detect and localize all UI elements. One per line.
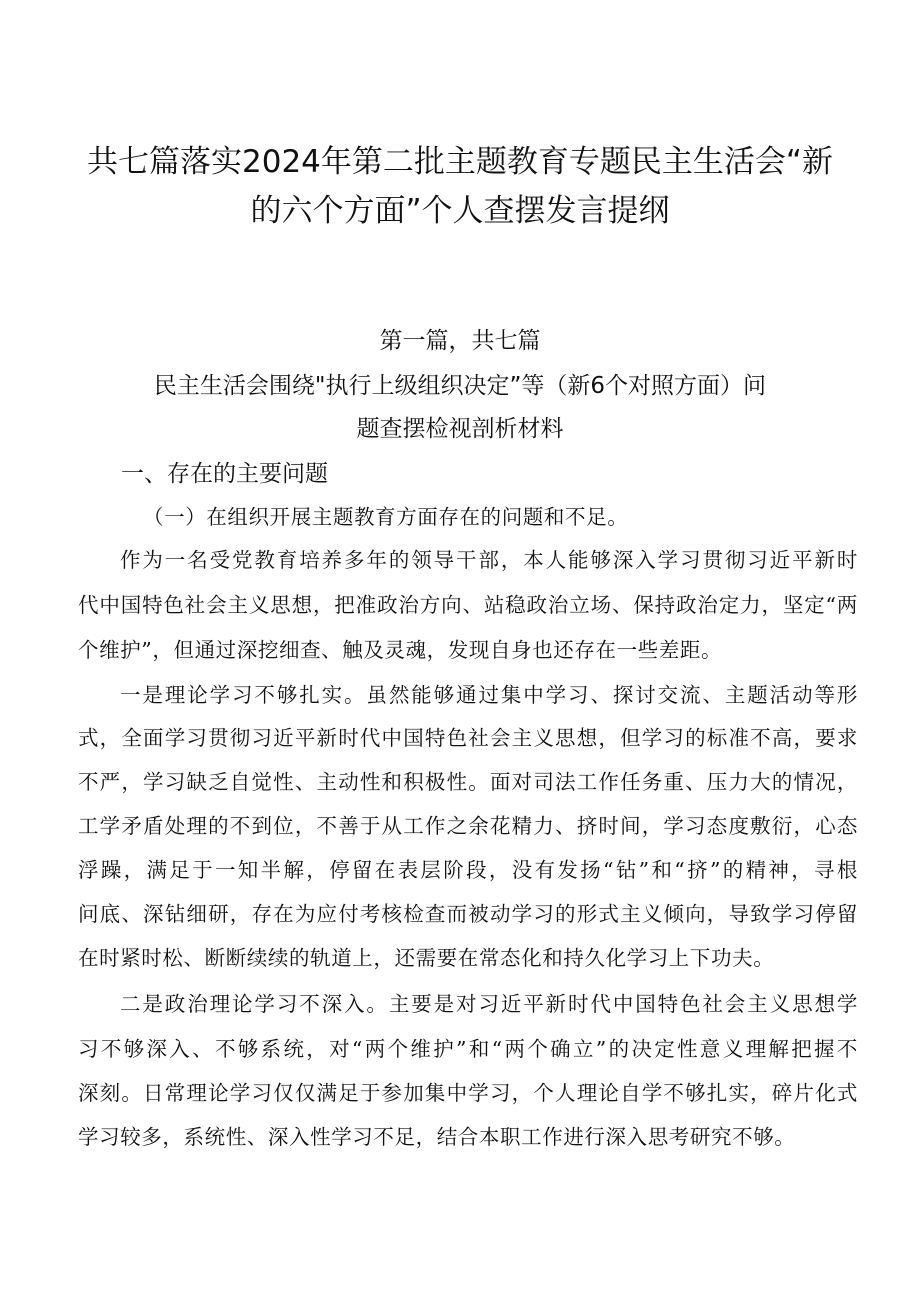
paragraph-1-line-3: 个维护”，但通过深挖细查、触及灵魂，发现自身也还存在一些差距。 [78, 638, 723, 662]
section-heading: 一、存在的主要问题 [121, 461, 328, 487]
paragraph-2-line-4: 工学矛盾处理的不到位，不善于从工作之余花精力、挤时间，学习态度敷衍，心态 [78, 814, 858, 838]
paragraph-3-line-4: 学习较多，系统性、深入性学习不足，结合本职工作进行深入思考研究不够。 [78, 1125, 796, 1149]
paragraph-2-line-2: 式，全面学习贯彻习近平新时代中国特色社会主义思想，但学习的标准不高，要求 [78, 726, 858, 750]
paragraph-2-line-3: 不严，学习缺乏自觉性、主动性和积极性。面对司法工作任务重、压力大的情况， [78, 770, 858, 794]
paragraph-2-line-1: 一是理论学习不够扎实。虽然能够通过集中学习、探讨交流、主题活动等形 [120, 683, 858, 707]
section-subheading: （一）在组织开展主题教育方面存在的问题和不足。 [143, 505, 629, 529]
document-title-line-2: 的六个方面”个人查摆发言提纲 [250, 193, 670, 229]
part-subtitle-line-1: 民主生活会围绕"执行上级组织决定”等（新6个对照方面）问 [153, 373, 767, 399]
paragraph-2-line-6: 问底、深钻细研，存在为应付考核检查而被动学习的形式主义倾向，导致学习停留 [78, 902, 858, 926]
part-subtitle-line-2: 题查摆检视剖析材料 [356, 416, 564, 442]
paragraph-3-line-3: 深刻。日常理论学习仅仅满足于参加集中学习，个人理论自学不够扎实，碎片化式 [78, 1081, 858, 1105]
paragraph-2-line-7: 在时紧时松、断断续续的轨道上，还需要在常态化和持久化学习上下功夫。 [78, 946, 775, 970]
paragraph-3-line-2: 习不够深入、不够系统，对“两个维护”和“两个确立”的决定性意义理解把握不 [78, 1037, 858, 1061]
paragraph-2-line-5: 浮躁，满足于一知半解，停留在表层阶段，没有发扬“钻”和“挤”的精神，寻根 [78, 858, 858, 882]
part-label: 第一篇，共七篇 [379, 328, 541, 354]
paragraph-1-line-2: 代中国特色社会主义思想，把准政治方向、站稳政治立场、保持政治定力，坚定“两 [78, 593, 858, 617]
document-title-line-1: 共七篇落实2024年第二批主题教育专题民主生活会“新 [87, 144, 833, 180]
paragraph-1-line-1: 作为一名受党教育培养多年的领导干部，本人能够深入学习贯彻习近平新时 [120, 548, 858, 572]
paragraph-3-line-1: 二是政治理论学习不深入。主要是对习近平新时代中国特色社会主义思想学 [120, 992, 858, 1016]
